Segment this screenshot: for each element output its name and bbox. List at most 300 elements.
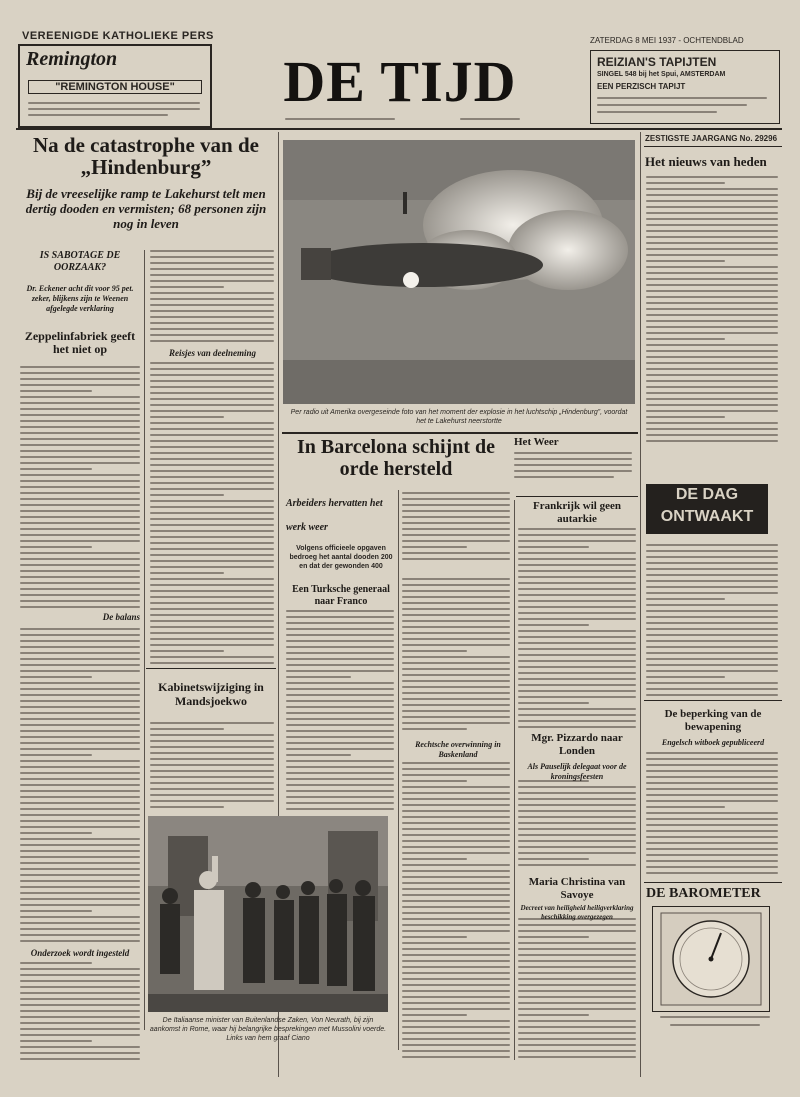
text-line <box>20 922 140 924</box>
text-line <box>150 548 274 550</box>
weather-headline: Het Weer <box>514 436 559 448</box>
text-line <box>646 386 778 388</box>
text-line <box>286 754 351 756</box>
text-line <box>646 272 778 274</box>
text-line <box>402 846 510 848</box>
text-line <box>646 422 778 424</box>
text-line <box>646 230 778 232</box>
text-line <box>518 978 636 980</box>
text-line <box>20 760 140 762</box>
text-line <box>402 816 510 818</box>
text-line <box>518 852 636 854</box>
text-line <box>646 682 778 684</box>
text-line <box>20 874 140 876</box>
text-line <box>518 942 636 944</box>
text-line <box>20 408 140 410</box>
text-line <box>20 766 140 768</box>
text-line <box>402 936 467 938</box>
text-line <box>20 646 140 648</box>
text-line <box>20 802 140 804</box>
text-line <box>20 378 140 380</box>
text-line <box>20 928 140 930</box>
text-line <box>402 608 510 610</box>
text-line <box>402 978 510 980</box>
text-line <box>286 730 394 732</box>
text-line <box>646 556 778 558</box>
dag-ontwaakt-banner <box>646 484 768 534</box>
text-line <box>518 834 636 836</box>
text-line <box>518 1056 636 1058</box>
text-line <box>402 510 510 512</box>
text-line <box>402 798 510 800</box>
text-line <box>286 616 394 618</box>
text-line <box>286 796 394 798</box>
barometer-dial-graphic <box>653 907 769 1011</box>
text-line <box>150 404 274 406</box>
reizian-line: EEN PERZISCH TAPIJT <box>597 82 686 91</box>
text-line <box>402 906 510 908</box>
sabotage-subhead: Dr. Eckener acht dit voor 95 pet. zeker, blijkens zijn te Weenen afgelegde verklaring <box>26 284 134 313</box>
weather-box <box>512 436 636 494</box>
text-line <box>20 1046 140 1048</box>
text-line <box>402 882 510 884</box>
text-line <box>20 844 140 846</box>
text-line <box>286 712 394 714</box>
text-line <box>20 700 140 702</box>
text-line <box>20 426 140 428</box>
text-line <box>20 826 140 828</box>
text-line <box>402 918 510 920</box>
text-line <box>518 672 636 674</box>
text-line <box>20 880 140 882</box>
text-line <box>20 558 140 560</box>
text-line <box>402 960 510 962</box>
text-line <box>646 776 778 778</box>
text-line <box>20 594 140 596</box>
text-line <box>518 1038 636 1040</box>
text-line <box>402 774 510 776</box>
text-line <box>402 698 510 700</box>
text-line <box>646 860 778 862</box>
text-line <box>150 416 224 418</box>
text-line <box>20 694 140 696</box>
text-line <box>646 812 778 814</box>
remington-house: "REMINGTON HOUSE" <box>28 80 202 94</box>
text-line <box>646 332 778 334</box>
text-line <box>150 410 274 412</box>
reizian-title: REIZIAN'S TAPIJTEN <box>597 55 717 69</box>
text-line <box>20 742 140 744</box>
text-line <box>646 344 778 346</box>
text-line <box>646 574 778 576</box>
text-line <box>150 334 274 336</box>
text-line <box>402 834 510 836</box>
text-line <box>646 694 778 696</box>
text-line <box>518 684 636 686</box>
text-line <box>646 866 778 868</box>
text-line <box>646 350 778 352</box>
text-line <box>402 614 510 616</box>
text-line <box>20 546 92 548</box>
text-line <box>518 636 636 638</box>
text-line <box>150 428 274 430</box>
text-line <box>150 806 224 808</box>
text-line <box>646 550 778 552</box>
text-line <box>20 652 140 654</box>
text-line <box>20 718 140 720</box>
text-line <box>646 260 725 262</box>
barcelona-headline: In Barcelona schijnt de orde hersteld <box>297 436 495 480</box>
text-line <box>646 562 778 564</box>
text-line <box>286 808 394 810</box>
text-line <box>646 428 778 430</box>
text-line <box>150 722 274 724</box>
text-line <box>20 748 140 750</box>
text-line <box>286 664 394 666</box>
text-line <box>20 402 140 404</box>
text-line <box>518 600 636 602</box>
text-line <box>20 1016 140 1018</box>
minister-photo <box>148 816 388 1012</box>
text-line <box>150 626 274 628</box>
text-line <box>286 736 394 738</box>
text-line <box>286 628 394 630</box>
text-line <box>646 830 778 832</box>
text-line <box>518 570 636 572</box>
text-line <box>20 1004 140 1006</box>
text-line <box>646 404 778 406</box>
text-line <box>150 434 274 436</box>
text-line <box>20 450 140 452</box>
text-line <box>20 892 140 894</box>
arbeiders-headline: Arbeiders hervatten het werk weer <box>286 498 383 533</box>
text-line <box>20 480 140 482</box>
text-line <box>402 804 510 806</box>
text-line <box>402 900 510 902</box>
text-line <box>150 386 274 388</box>
text-line <box>402 492 510 494</box>
text-line <box>286 790 394 792</box>
text-line <box>518 702 589 704</box>
text-line <box>646 770 778 772</box>
text-line <box>150 458 274 460</box>
text-line <box>402 792 510 794</box>
text-line <box>150 422 274 424</box>
text-line <box>646 356 778 358</box>
kabinet-headline: Kabinetswijziging in Mandsjoekwo <box>158 680 264 708</box>
text-line <box>402 680 510 682</box>
text-line <box>150 602 274 604</box>
text-line <box>402 626 510 628</box>
dooden-line: Volgens officieele opgaven bedroeg het aantal dooden 200 en dat der gewonden 400 <box>289 545 393 570</box>
text-line <box>518 714 636 716</box>
minister-photo-graphic <box>148 816 388 1012</box>
text-line <box>402 1044 510 1046</box>
sabotage-headline: IS SABOTAGE DE OORZAAK? <box>39 250 121 273</box>
text-line <box>402 894 510 896</box>
text-line <box>646 254 778 256</box>
text-line <box>150 740 274 742</box>
text-line <box>150 304 274 306</box>
text-line <box>646 380 778 382</box>
text-line <box>402 662 510 664</box>
text-line <box>20 832 92 834</box>
text-line <box>646 664 778 666</box>
text-line <box>518 930 636 932</box>
text-line <box>646 194 778 196</box>
text-line <box>150 310 274 312</box>
text-line <box>20 582 140 584</box>
text-line <box>402 498 510 500</box>
text-line <box>402 876 510 878</box>
text-line <box>150 262 274 264</box>
text-line <box>646 848 778 850</box>
text-line <box>20 898 140 900</box>
text-line <box>646 290 778 292</box>
text-line <box>20 432 140 434</box>
text-line <box>20 570 140 572</box>
text-line <box>402 948 510 950</box>
text-line <box>402 912 510 914</box>
text-line <box>150 380 274 382</box>
text-line <box>150 392 274 394</box>
text-line <box>402 728 467 730</box>
text-line <box>518 816 636 818</box>
text-line <box>20 1028 140 1030</box>
text-line <box>150 776 274 778</box>
text-line <box>20 808 140 810</box>
text-line <box>286 802 394 804</box>
text-line <box>20 366 140 368</box>
text-line <box>150 268 274 270</box>
text-line <box>20 838 140 840</box>
text-line <box>402 704 510 706</box>
text-line <box>20 438 140 440</box>
text-line <box>518 966 636 968</box>
text-line <box>518 1050 636 1052</box>
text-line <box>518 810 636 812</box>
text-line <box>646 782 778 784</box>
text-line <box>646 320 778 322</box>
text-line <box>518 840 636 842</box>
text-line <box>150 374 274 376</box>
text-line <box>402 930 510 932</box>
text-line <box>150 614 274 616</box>
text-line <box>150 656 274 658</box>
text-line <box>646 236 778 238</box>
text-line <box>20 904 140 906</box>
text-line <box>646 824 778 826</box>
text-line <box>150 440 274 442</box>
text-line <box>20 910 92 912</box>
text-line <box>20 396 140 398</box>
text-line <box>150 662 274 664</box>
text-line <box>286 784 394 786</box>
text-line <box>646 266 778 268</box>
text-line <box>518 690 636 692</box>
text-line <box>518 1026 636 1028</box>
text-line <box>646 598 725 600</box>
text-line <box>402 996 510 998</box>
text-line <box>150 286 224 288</box>
text-line <box>518 708 636 710</box>
text-line <box>518 540 636 542</box>
text-line <box>402 1032 510 1034</box>
text-line <box>20 856 140 858</box>
text-line <box>20 1022 140 1024</box>
zeppelin-photo-graphic <box>283 140 635 404</box>
text-line <box>646 872 778 874</box>
text-line <box>518 654 636 656</box>
text-line <box>646 752 778 754</box>
text-line <box>150 746 274 748</box>
text-line <box>20 658 140 660</box>
text-line <box>150 488 274 490</box>
text-line <box>518 546 589 548</box>
text-line <box>20 790 140 792</box>
text-line <box>646 338 725 340</box>
text-line <box>20 390 92 392</box>
text-line <box>150 328 274 330</box>
text-line <box>402 716 510 718</box>
reizian-address: SINGEL 548 bij het Spui, AMSTERDAM <box>597 71 726 78</box>
text-line <box>286 640 394 642</box>
text-line <box>150 536 274 538</box>
text-line <box>20 974 140 976</box>
remington-ad <box>18 44 212 128</box>
text-line <box>286 724 394 726</box>
zeppelin-photo <box>283 140 635 404</box>
text-line <box>518 822 636 824</box>
text-line <box>646 764 778 766</box>
text-line <box>646 392 778 394</box>
text-line <box>20 992 140 994</box>
barometer-dial <box>652 906 770 1012</box>
text-line <box>20 516 140 518</box>
text-line <box>518 990 636 992</box>
text-line <box>518 846 636 848</box>
text-line <box>646 544 778 546</box>
text-line <box>518 726 636 728</box>
text-line <box>20 820 140 822</box>
text-line <box>402 558 510 560</box>
text-line <box>402 780 467 782</box>
text-line <box>150 362 274 364</box>
text-line <box>286 622 394 624</box>
text-line <box>646 794 778 796</box>
text-line <box>402 692 510 694</box>
text-line <box>286 646 394 648</box>
text-line <box>646 362 778 364</box>
text-line <box>150 452 274 454</box>
zeppelin-photo-caption: Per radio uit Amerika overgeseinde foto van het moment der explosie in het luchtschip „Hindenburg”, voordat het te Lakehurst neerstortte <box>290 409 628 425</box>
text-line <box>646 440 778 442</box>
text-line <box>402 686 510 688</box>
text-line <box>150 482 274 484</box>
text-line <box>150 728 224 730</box>
text-line <box>646 218 778 220</box>
text-line <box>518 1002 636 1004</box>
text-line <box>402 870 510 872</box>
text-line <box>646 842 778 844</box>
text-line <box>518 666 636 668</box>
text-line <box>646 818 778 820</box>
text-line <box>20 772 140 774</box>
text-line <box>646 296 778 298</box>
nieuws-headline: Het nieuws van heden <box>645 154 767 169</box>
text-line <box>518 534 636 536</box>
text-line <box>518 960 636 962</box>
text-line <box>646 206 778 208</box>
text-line <box>518 594 636 596</box>
text-line <box>646 200 778 202</box>
text-line <box>402 972 510 974</box>
text-line <box>150 560 274 562</box>
text-line <box>20 534 140 536</box>
text-line <box>646 278 778 280</box>
text-line <box>20 510 140 512</box>
text-line <box>402 620 510 622</box>
text-line <box>20 1058 140 1060</box>
text-line <box>20 628 140 630</box>
text-line <box>518 828 636 830</box>
text-line <box>286 676 351 678</box>
rechtsche-headline: Rechtsche overwinning in Baskenland <box>415 740 501 759</box>
text-line <box>646 634 778 636</box>
masthead-title: DE TIJD <box>283 49 517 114</box>
text-line <box>150 542 274 544</box>
text-line <box>150 764 274 766</box>
beperking-headline: De beperking van de bewapening <box>664 708 762 733</box>
text-line <box>20 868 140 870</box>
text-line <box>402 656 510 658</box>
text-line <box>402 596 510 598</box>
text-line <box>20 940 140 942</box>
text-line <box>518 786 636 788</box>
text-line <box>402 650 467 652</box>
text-line <box>20 522 140 524</box>
text-line <box>518 528 636 530</box>
text-line <box>402 578 510 580</box>
text-line <box>518 792 636 794</box>
text-line <box>20 1040 92 1042</box>
text-line <box>286 682 394 684</box>
text-line <box>402 966 510 968</box>
text-line <box>150 518 274 520</box>
onderzoek-headline: Onderzoek wordt ingesteld <box>30 948 130 958</box>
text-line <box>20 528 140 530</box>
zeppelin-headline: Zeppelinfabriek geeft het niet op <box>24 329 136 356</box>
text-line <box>150 292 274 294</box>
text-line <box>286 658 394 660</box>
text-line <box>20 504 140 506</box>
text-line <box>402 710 510 712</box>
text-line <box>402 954 510 956</box>
text-line <box>150 464 274 466</box>
text-line <box>518 1014 589 1016</box>
text-line <box>286 706 394 708</box>
text-line <box>20 986 140 988</box>
text-line <box>518 558 636 560</box>
text-line <box>150 530 274 532</box>
text-line <box>150 256 274 258</box>
text-line <box>402 852 510 854</box>
text-line <box>646 758 778 760</box>
text-line <box>20 634 140 636</box>
text-line <box>286 760 394 762</box>
text-line <box>20 600 140 602</box>
text-line <box>646 788 778 790</box>
